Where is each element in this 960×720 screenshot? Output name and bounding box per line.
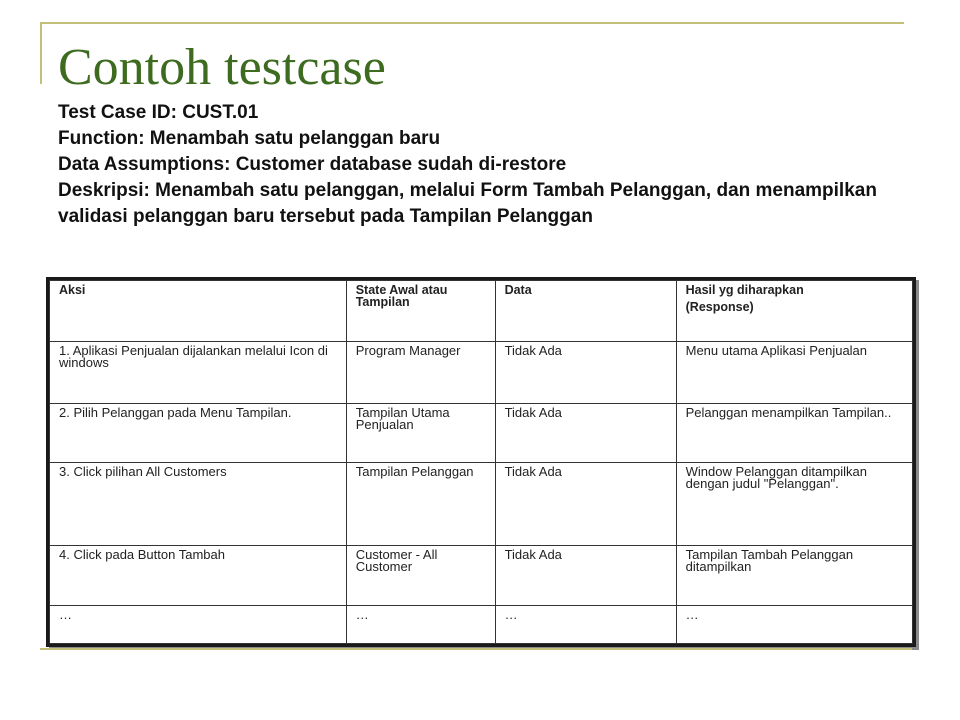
cell-aksi: 1. Aplikasi Penjualan dijalankan melalui Icon di windows [50, 342, 347, 403]
testcase-grid [49, 280, 913, 644]
cell-data: Tidak Ada [495, 342, 676, 403]
header-hasil-label: Hasil yg diharapkan [685, 283, 804, 297]
testcase-description [58, 100, 898, 230]
table-header-row [50, 281, 913, 342]
bottom-accent-rule [40, 648, 912, 650]
cell-hasil: Window Pelanggan ditampilkan dengan judul "Pelanggan". [676, 462, 912, 545]
cell-aksi: … [50, 605, 347, 643]
cell-state: Tampilan Pelanggan [346, 462, 495, 545]
table-row [50, 342, 913, 403]
table-row [50, 403, 913, 462]
testcase-data-assumptions: Data Assumptions: Customer database sudah di-restore [58, 154, 567, 175]
header-state-awal: State Awal atau Tampilan [346, 281, 495, 342]
cell-state: Program Manager [346, 342, 495, 403]
header-hasil [676, 281, 912, 342]
cell-data: … [495, 605, 676, 643]
slide-title: Contoh testcase [58, 39, 386, 96]
testcase-function: Function: Menambah satu pelanggan baru [58, 128, 441, 149]
cell-data: Tidak Ada [495, 462, 676, 545]
cell-aksi: 2. Pilih Pelanggan pada Menu Tampilan. [50, 403, 347, 462]
cell-hasil: Menu utama Aplikasi Penjualan [676, 342, 912, 403]
cell-data: Tidak Ada [495, 403, 676, 462]
table-row [50, 462, 913, 545]
cell-hasil: Tampilan Tambah Pelanggan ditampilkan [676, 546, 912, 605]
testcase-id: Test Case ID: CUST.01 [58, 102, 259, 123]
cell-state: … [346, 605, 495, 643]
header-data: Data [495, 281, 676, 342]
cell-data: Tidak Ada [495, 546, 676, 605]
testcase-deskripsi: Deskripsi: Menambah satu pelanggan, melalui Form Tambah Pelanggan, dan menampilkan validasi pelanggan baru tersebut pada Tampilan Pelanggan [58, 180, 877, 227]
top-accent-rule [40, 22, 904, 24]
header-response-label: (Response) [685, 300, 754, 314]
header-aksi: Aksi [50, 281, 347, 342]
cell-hasil: … [676, 605, 912, 643]
cell-state: Tampilan Utama Penjualan [346, 403, 495, 462]
cell-state: Customer - All Customer [346, 546, 495, 605]
table-row [50, 546, 913, 605]
cell-hasil: Pelanggan menampilkan Tampilan.. [676, 403, 912, 462]
cell-aksi: 3. Click pilihan All Customers [50, 462, 347, 545]
left-accent-rule [40, 22, 42, 84]
table-row [50, 605, 913, 643]
testcase-table [46, 277, 916, 647]
cell-aksi: 4. Click pada Button Tambah [50, 546, 347, 605]
